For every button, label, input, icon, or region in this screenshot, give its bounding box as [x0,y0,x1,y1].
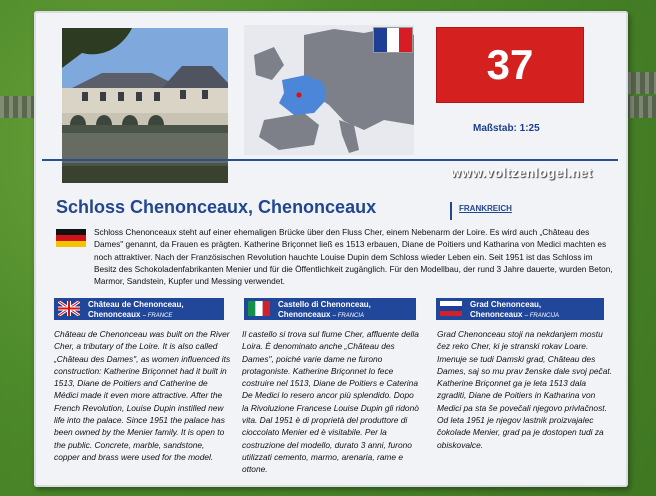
website-watermark: www.voltzenlogel.net [451,165,593,180]
english-caption-line1: Château de Chenonceau, [88,300,184,309]
slovenia-flag-icon [440,301,462,316]
italy-flag-icon [248,301,270,316]
slovenian-country: – FRANCIJA [524,312,560,319]
scale-label: Maßstab: 1:25 [473,123,540,134]
italian-country: – FRANCIA [332,312,365,319]
italian-text: Il castello si trova sul fiume Cher, affluente della Loira. È denominato anche „Château des Dames", poiché varie dame ne furono protagoniste. Katherine Briçonnet lo fece costruire nel 1513, Diane de Poitiers e Caterina De Medici lo resero ancor più splendido. Dopo la Rivoluzione Francese Louise Dupin gli ridonò vita. Dal 1951 è di proprietà del produttore di cioccolato Menier ed è visitabile. Per la costruzione del modello, durato 3 anni, furono utilizzati cemento, marmo, arenaria, rame e ottone. [242,329,419,475]
english-text: Château de Chenonceau was built on the River Cher, a tributary of the Loire. It is also called „Château des Dames", as women influenced its construction: Katherine Briçonnet had it built in 1513, Diane de Poitiers and Catherine de Médici made it even more attractive. After the French Revolution, Louise Dupin instilled new life into the palace. Since 1951 the palace has been owned by the Menier family. It is open to the public. Concrete, marble, sandstone, copper and brass were used for the model. [54,329,231,462]
sign-title: Schloss Chenonceaux, Chenonceaux [56,197,377,217]
uk-flag-icon [58,301,80,316]
germany-flag [56,229,86,247]
slovenian-caption [436,298,604,320]
english-caption [54,298,224,320]
german-description: Schloss Chenonceaux steht auf einer ehemaligen Brücke über den Fluss Cher, einem Nebenarm der Loire. Es wird auch „Château des Dames" genannt, da Frauen es prägten. Katherine Briçonnet ließ es 1513 erbauen, Diane de Poitiers und Katharina von Medici machten es noch attraktiver. Nach der Französischen Revolution hauchte Louise Dupin dem Schloss wieder Leben ein. Seit 1951 ist das Schloss im Besitz des Schokoladenfabrikanten Menier und für die Öffentlichkeit zugänglich. Für den Modellbau, der rund 3 Jahre dauerte, wurden Beton, Marmor, Sandstein, Kupfer und Messing verwendet. [94,227,613,287]
italian-caption-line2: Chenonceaux [278,309,331,319]
italian-caption-line1: Castello di Chenonceau, [278,300,371,309]
slovenian-text: Grad Chenonceau stoji na nekdanjem mostu čez reko Cher, ki je stranski rokav Loare. Imenuje se tudi Damski grad, Château des Dames, saj so mu prav ženske dale svoj pečat. Katherine Briçonnet ga je leta 1513 dala zgraditi, Diane de Poitiers in Katharina von Medici pa sta še povečali njegovo privlačnost. Od leta 1951 je njegov lastnik proizvajalec čokolade Menier, grad pa je dostopen tudi za obiskovalce. [437,329,613,450]
english-caption-line2: Chenonceaux [88,309,141,319]
region-label: FRANKREICH [459,204,512,213]
info-sign [34,11,628,487]
english-country: – FRANCE [142,312,173,319]
divider-rule [42,159,618,161]
italian-caption [244,298,416,320]
exhibit-number: 37 [436,27,584,103]
slovenian-caption-line2: Chenonceaux [470,309,523,319]
france-flag [373,27,413,53]
title-separator [450,202,452,220]
slovenian-caption-line1: Grad Chenonceau, [470,300,542,309]
